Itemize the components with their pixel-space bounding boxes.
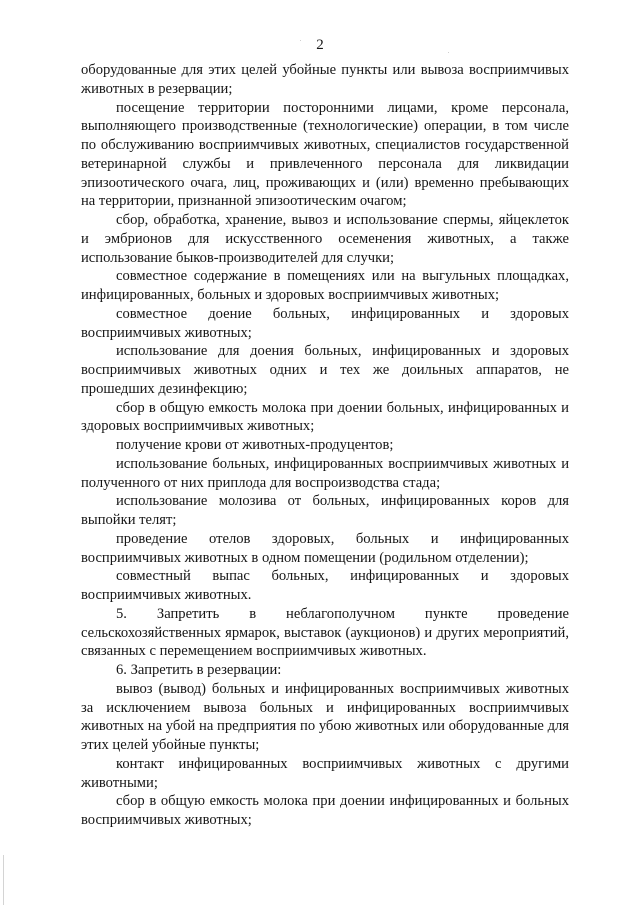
scan-speck: [300, 40, 301, 41]
scan-speck: [448, 52, 449, 53]
scan-edge-mark: [3, 855, 12, 905]
paragraph: оборудованные для этих целей убойные пункты или вывоза восприимчивых животных в резервации;: [81, 62, 569, 97]
paragraph: сбор, обработка, хранение, вывоз и использование спермы, яйцеклеток и эмбрионов для искусственного осеменения животных, а также использование быков-производителей для случки;: [81, 212, 569, 266]
paragraph: использование молозива от больных, инфицированных коров для выпойки телят;: [81, 493, 569, 528]
paragraph: использование больных, инфицированных восприимчивых животных и полученного от них приплода для воспроизводства стада;: [81, 455, 569, 491]
paragraph: посещение территории посторонними лицами, кроме персонала, выполняющего производственные (технологические) операции, в том числе по обслуживанию восприимчивых животных, специалистов государственной ветеринарной службы и привлеченного персонала для ликвидации эпизоотического очага, лиц, проживающих и (или) временно пребывающих на территории, признанной эпизоотическим очагом;: [81, 99, 569, 210]
paragraph: вывоз (вывод) больных и инфицированных восприимчивых животных за исключением вывоза больных и инфицированных восприимчивых животных на убой на предприятия по убою животных или оборудованные для этих целей убойные пункты;: [81, 680, 569, 753]
paragraph: 6. Запретить в резервации:: [116, 662, 282, 678]
document-body: [81, 61, 569, 830]
page-number: 2: [316, 37, 324, 53]
paragraph: сбор в общую емкость молока при доении больных, инфицированных и здоровых восприимчивых животных;: [81, 399, 569, 435]
paragraph: совместное содержание в помещениях или на выгульных площадках, инфицированных, больных и здоровых восприимчивых животных;: [81, 268, 569, 303]
paragraph: совместный выпас больных, инфицированных и здоровых восприимчивых животных.: [81, 568, 569, 603]
paragraph: сбор в общую емкость молока при доении инфицированных и больных восприимчивых животных;: [81, 793, 569, 828]
paragraph: проведение отелов здоровых, больных и инфицированных восприимчивых животных в одном помещении (родильном отделении);: [81, 530, 569, 566]
paragraph: использование для доения больных, инфицированных и здоровых восприимчивых животных одних и тех же доильных аппаратов, не прошедших дезинфекцию;: [81, 343, 569, 397]
paragraph: получение крови от животных-продуцентов;: [116, 437, 394, 453]
paragraph: 5. Запретить в неблагополучном пункте проведение сельскохозяйственных ярмарок, выставок (аукционов) и других мероприятий, связанных с перемещением восприимчивых животных.: [81, 605, 569, 660]
paragraph: контакт инфицированных восприимчивых животных с другими животными;: [81, 755, 569, 791]
paragraph: совместное доение больных, инфицированных и здоровых восприимчивых животных;: [81, 305, 569, 341]
